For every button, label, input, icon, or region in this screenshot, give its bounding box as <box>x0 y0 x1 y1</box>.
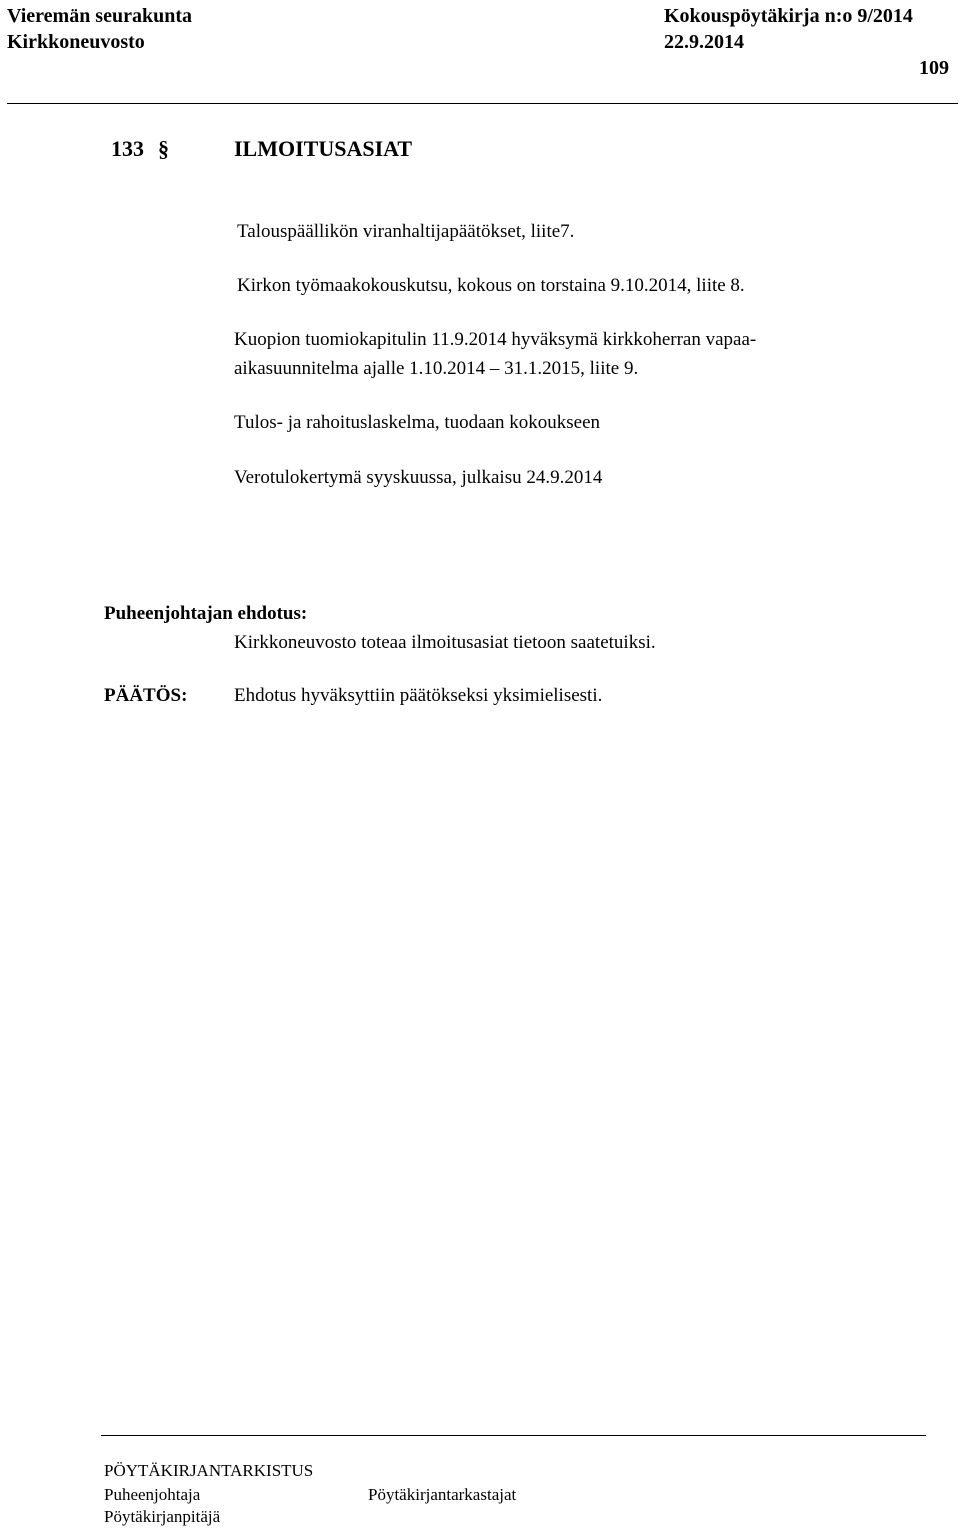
item-line: Tulos- ja rahoituslaskelma, tuodaan kokoukseen <box>234 412 601 433</box>
section-symbol: § <box>158 136 169 161</box>
section-number: 133 <box>111 136 144 161</box>
header-body: Kirkkoneuvosto <box>7 31 145 53</box>
header-date: 22.9.2014 <box>664 31 744 53</box>
item-line: Kuopion tuomiokapitulin 11.9.2014 hyväksymä kirkkoherran vapaa- <box>234 329 757 350</box>
item-line: Verotulokertymä syyskuussa, julkaisu 24.9.2014 <box>234 467 603 488</box>
page-number: 109 <box>919 57 949 79</box>
decision-text: Ehdotus hyväksyttiin päätökseksi yksimielisesti. <box>234 685 603 706</box>
footer-reviewers: Pöytäkirjantarkastajat <box>368 1485 517 1504</box>
item-line: aikasuunnitelma ajalle 1.10.2014 – 31.1.2015, liite 9. <box>234 358 639 379</box>
header-divider <box>7 103 958 104</box>
item-line: Talouspäällikön viranhaltijapäätökset, liite7. <box>237 221 575 242</box>
header-doc-type: Kokouspöytäkirja n:o 9/2014 <box>664 5 913 27</box>
decision-label: PÄÄTÖS: <box>104 685 188 706</box>
footer-divider <box>101 1435 926 1436</box>
item-line: Kirkon työmaakokouskutsu, kokous on torstaina 9.10.2014, liite 8. <box>237 275 745 296</box>
footer-title: PÖYTÄKIRJANTARKISTUS <box>104 1461 314 1480</box>
section-title: ILMOITUSASIAT <box>234 136 413 161</box>
proposal-label: Puheenjohtajan ehdotus: <box>104 603 308 624</box>
proposal-text: Kirkkoneuvosto toteaa ilmoitusasiat tietoon saatetuiksi. <box>234 632 656 653</box>
footer-chair: Puheenjohtaja <box>104 1485 201 1504</box>
footer-secretary: Pöytäkirjanpitäjä <box>104 1507 221 1526</box>
header-org: Vieremän seurakunta <box>7 5 192 27</box>
